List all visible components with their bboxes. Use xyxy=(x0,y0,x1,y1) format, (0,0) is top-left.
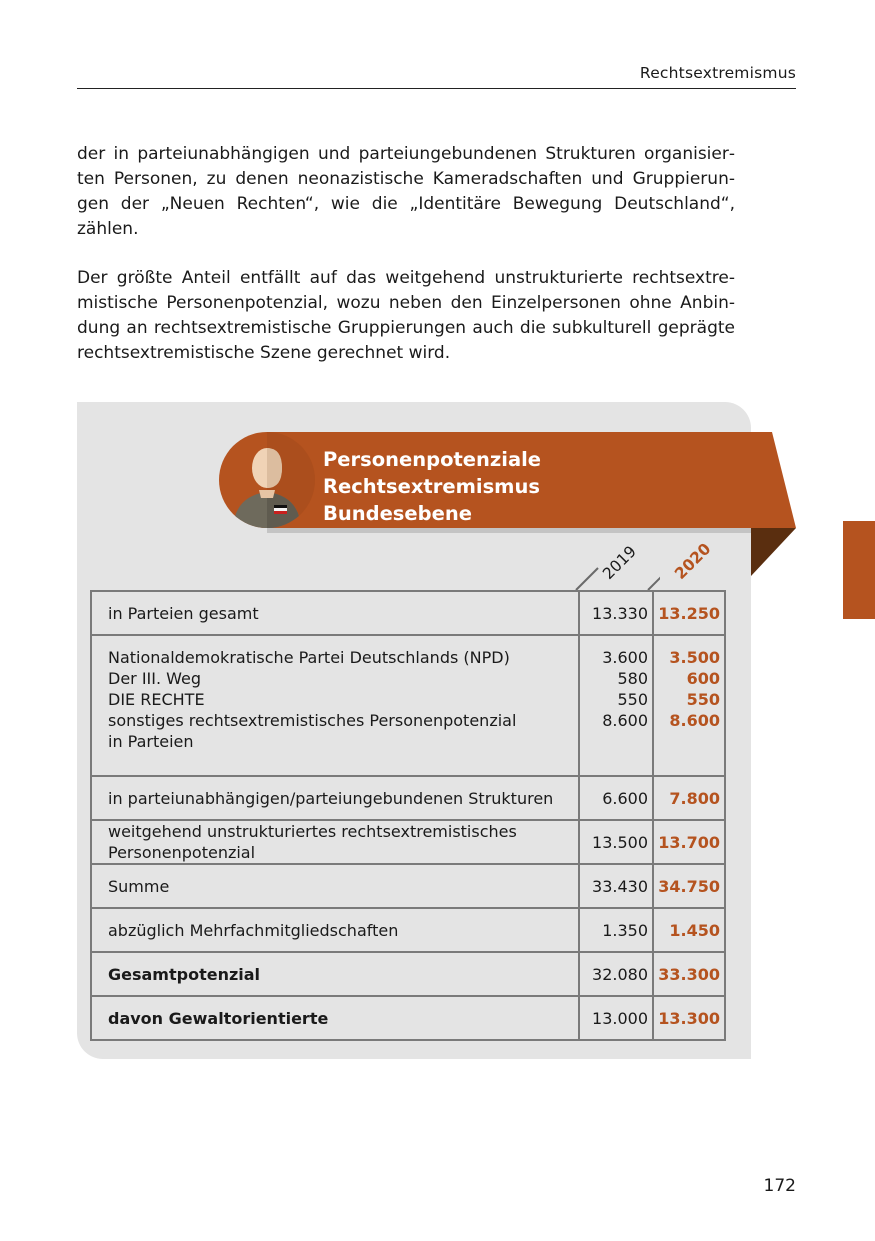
header-rule xyxy=(77,88,796,89)
value-2020-iii-weg: 600 xyxy=(686,669,720,688)
value-2019-iii-weg: 580 xyxy=(617,669,648,688)
value-2019: 13.330 xyxy=(579,591,653,635)
row-label: Gesamtpotenzial xyxy=(91,952,579,996)
table-row xyxy=(91,591,725,635)
row-label: abzüglich Mehrfachmitgliedschaften xyxy=(91,908,579,952)
row-label xyxy=(91,820,579,864)
value-2019-npd: 3.600 xyxy=(602,648,648,667)
row-label-iii-weg: Der III. Weg xyxy=(108,669,202,688)
value-2020: 13.300 xyxy=(653,996,725,1040)
value-2019: 1.350 xyxy=(579,908,653,952)
value-2019: 32.080 xyxy=(579,952,653,996)
value-2019: 13.000 xyxy=(579,996,653,1040)
value-2019-die-rechte: 550 xyxy=(617,690,648,709)
infobox-title xyxy=(323,446,753,527)
row-label-line-2: Personenpotenzial xyxy=(108,843,256,862)
value-2020 xyxy=(653,635,725,776)
page-number: 172 xyxy=(763,1176,796,1196)
infobox-title-line-2: Bundesebene xyxy=(323,502,472,525)
banner-fold xyxy=(751,528,796,576)
table-row xyxy=(91,908,725,952)
value-2020: 7.800 xyxy=(653,776,725,820)
personenpotenzial-table xyxy=(90,590,726,1041)
row-label: davon Gewaltorientierte xyxy=(91,996,579,1040)
row-label-line-1: weitgehend unstrukturiertes rechtsextremistisches xyxy=(108,822,517,841)
table-row xyxy=(91,635,725,776)
row-label-sonstiges: sonstiges rechtsextremistisches Personenpotenzial xyxy=(108,711,517,730)
row-label-die-rechte: DIE RECHTE xyxy=(108,690,205,709)
table-row xyxy=(91,996,725,1040)
infobox-title-line-1: Personenpotenziale Rechtsextremismus xyxy=(323,448,542,498)
value-2019: 13.500 xyxy=(579,820,653,864)
value-2020-die-rechte: 550 xyxy=(686,690,720,709)
row-label: in parteiunabhängigen/parteiungebundenen Strukturen xyxy=(91,776,579,820)
table-row xyxy=(91,776,725,820)
value-2019: 6.600 xyxy=(579,776,653,820)
table-row xyxy=(91,952,725,996)
person-avatar-icon xyxy=(219,432,315,528)
chapter-tab xyxy=(843,521,875,619)
paragraph-1: der in parteiunabhängigen und parteiungebundenen Strukturen organisierten Personen, zu denen neonazistische Kameradschaften und Gruppierungen der „Neuen Rechten“, wie die „Identitäre Bewegung Deutschland“, zählen. xyxy=(77,144,735,239)
year-header-2020: 2020 xyxy=(671,539,715,583)
value-2020: 33.300 xyxy=(653,952,725,996)
row-label: in Parteien gesamt xyxy=(91,591,579,635)
table-row xyxy=(91,864,725,908)
value-2019: 33.430 xyxy=(579,864,653,908)
row-label-sonstiges-cont: in Parteien xyxy=(108,732,194,751)
value-2020-sonstiges: 8.600 xyxy=(669,711,720,730)
value-2020: 34.750 xyxy=(653,864,725,908)
year-header-2019: 2019 xyxy=(599,542,640,583)
value-2020: 13.700 xyxy=(653,820,725,864)
running-head: Rechtsextremismus xyxy=(639,64,796,82)
table-row xyxy=(91,820,725,864)
banner-shadow xyxy=(267,528,751,533)
value-2019 xyxy=(579,635,653,776)
value-2020: 1.450 xyxy=(653,908,725,952)
row-label xyxy=(91,635,579,776)
value-2020: 13.250 xyxy=(653,591,725,635)
value-2020-npd: 3.500 xyxy=(669,648,720,667)
row-label: Summe xyxy=(91,864,579,908)
row-label-npd: Nationaldemokratische Partei Deutschlands (NPD) xyxy=(108,648,510,667)
value-2019-sonstiges: 8.600 xyxy=(602,711,648,730)
paragraph-2: Der größte Anteil entfällt auf das weitgehend unstrukturierte rechtsextremistische Personenpotenzial, wozu neben den Einzelpersonen ohne Anbindung an rechtsextremistische Gruppierungen auch die subkulturell geprägte rechtsextremistische Szene gerechnet wird. xyxy=(77,268,735,363)
